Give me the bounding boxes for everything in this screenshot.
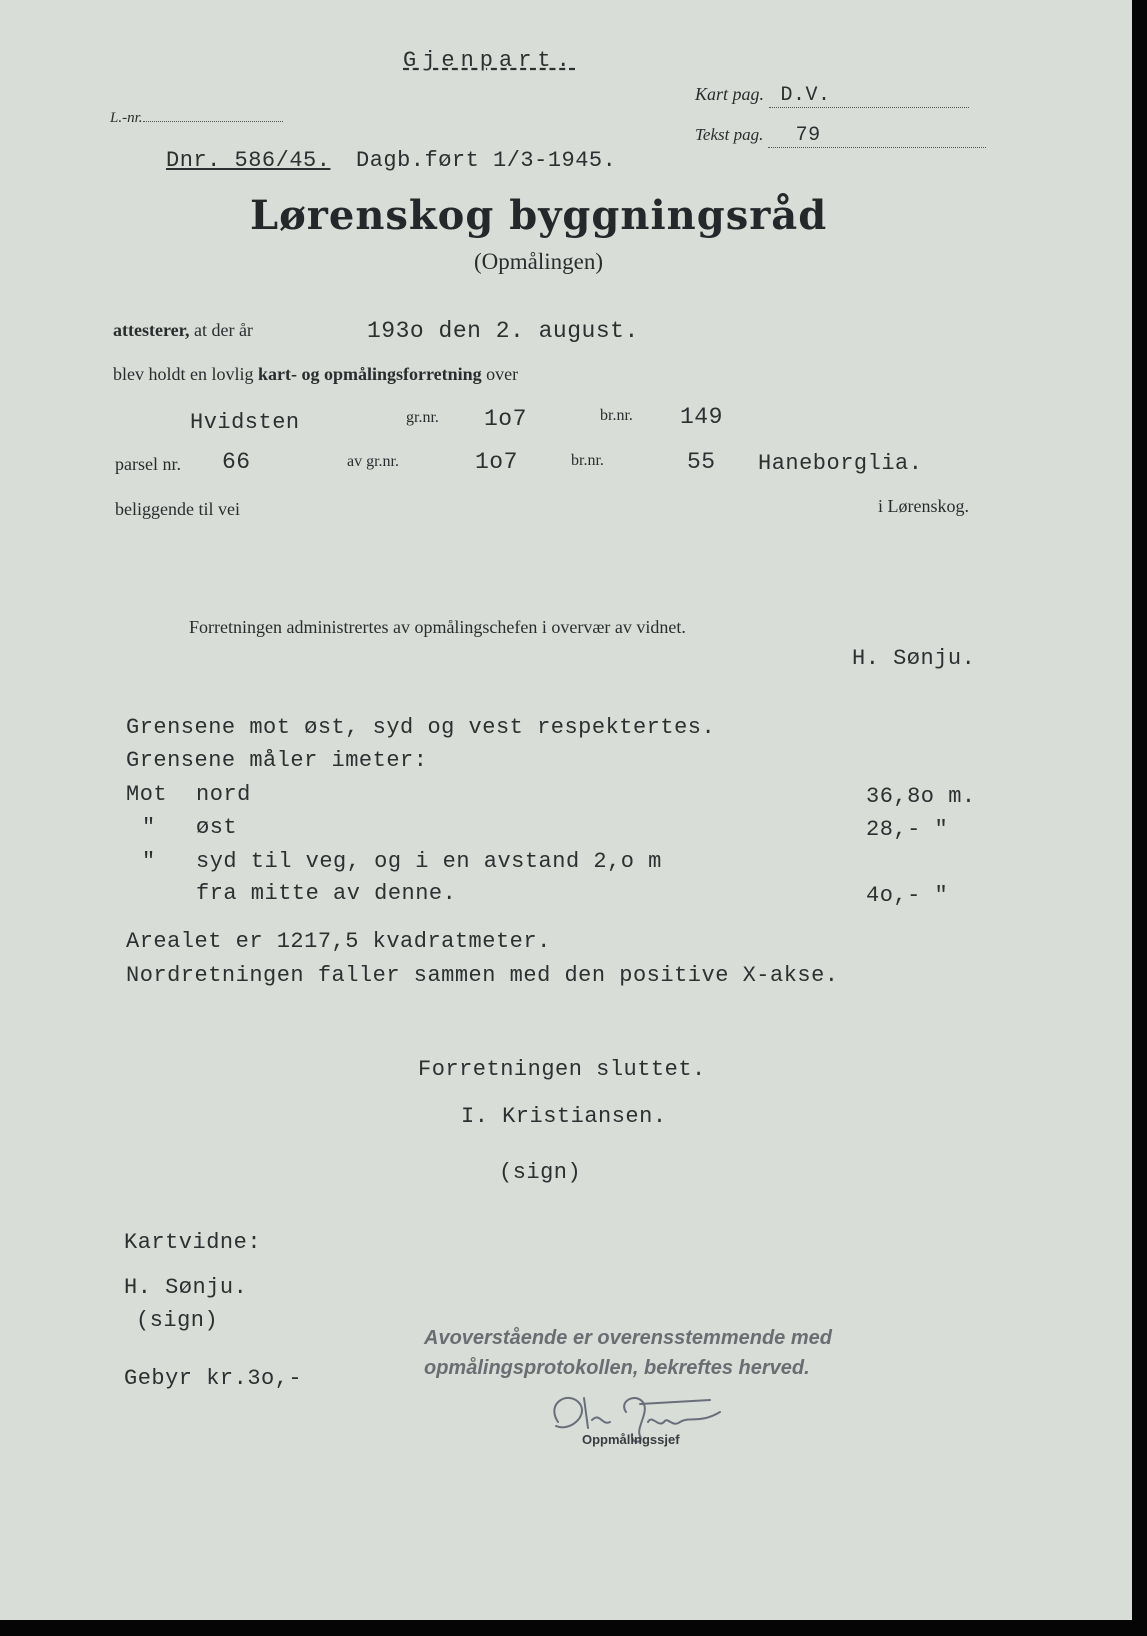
area-line: Arealet er 1217,5 kvadratmeter.	[126, 929, 551, 954]
br-value: 149	[680, 404, 723, 430]
row-desc: øst	[196, 815, 238, 840]
kartvidne-name: H. Sønju.	[124, 1275, 248, 1300]
kartvidne-sign: (sign)	[136, 1308, 219, 1333]
attest-line2-b: over	[486, 364, 519, 384]
area-name: Haneborglia.	[758, 451, 923, 476]
row-value: 4o,- "	[866, 883, 949, 908]
row-desc: syd til veg, og i en avstand 2,o m	[196, 849, 662, 874]
gr-label: gr.nr.	[406, 409, 439, 426]
row-value: 28,- "	[866, 817, 949, 842]
dnr: Dnr. 586/45.	[166, 148, 331, 173]
parsel-label: parsel nr.	[115, 454, 181, 474]
row-dir: Mot	[126, 782, 168, 807]
row-value: 36,8o m.	[866, 784, 976, 809]
copy-mark: Gjenpart.	[403, 48, 576, 73]
kart-pag-value: D.V.	[769, 84, 969, 108]
stamp-role: Oppmålingssjef	[582, 1432, 680, 1447]
north-line: Nordretningen faller sammen med den positive X-akse.	[126, 963, 839, 988]
attest-label	[113, 320, 253, 341]
stamp-line1: Avoverstående er overensstemmende med	[424, 1327, 832, 1349]
l-nr-field	[110, 110, 283, 127]
av-gr-value: 1o7	[475, 449, 518, 475]
beliggende: beliggende til vei	[115, 499, 240, 519]
attest-line2	[113, 364, 518, 385]
closing-sign: (sign)	[499, 1160, 582, 1185]
stamp-line2: opmålingsprotokollen, bekreftes herved.	[424, 1357, 810, 1379]
closing-ended: Forretningen sluttet.	[418, 1057, 706, 1082]
body-line1: Grensene mot øst, syd og vest respektertes.	[126, 715, 716, 740]
kart-pag-field	[695, 84, 969, 108]
page-title: Lørenskog byggningsråd	[250, 192, 828, 239]
attest-bold: attesterer,	[113, 320, 190, 340]
body-line2: Grensene måler imeter:	[126, 748, 428, 773]
row-dir: "	[142, 849, 156, 874]
l-nr-label: L.-nr.	[110, 110, 143, 126]
attest-rest: at der år	[193, 320, 253, 340]
br2-label: br.nr.	[571, 452, 604, 469]
br2-value: 55	[687, 449, 716, 475]
attest-date: 193o den 2. august.	[367, 318, 639, 344]
admin-witness: H. Sønju.	[852, 646, 976, 671]
admin-text: Forretningen administrertes av opmålingschefen i overvær av vidnet.	[189, 617, 686, 637]
tekst-pag-field	[695, 124, 986, 148]
property-name: Hvidsten	[190, 410, 300, 435]
closing-signer: I. Kristiansen.	[461, 1104, 667, 1129]
row-dir: "	[142, 815, 156, 840]
br-label: br.nr.	[600, 407, 633, 424]
tekst-pag-label: Tekst pag.	[695, 125, 764, 144]
gr-value: 1o7	[484, 406, 527, 432]
page-subtitle: (Opmålingen)	[474, 249, 604, 274]
dagbok-date: Dagb.ført 1/3-1945.	[356, 148, 617, 173]
av-gr-label: av gr.nr.	[347, 453, 399, 470]
row-desc: nord	[196, 782, 251, 807]
fee: Gebyr kr.3o,-	[124, 1366, 303, 1391]
kartvidne-label: Kartvidne:	[124, 1230, 262, 1255]
attest-line2-a: blev holdt en lovlig	[113, 364, 254, 384]
kart-pag-label: Kart pag.	[695, 84, 765, 104]
parsel-value: 66	[222, 449, 251, 475]
row-desc: fra mitte av denne.	[196, 881, 457, 906]
attest-line2-bold: kart- og opmålingsforretning	[257, 364, 482, 384]
watermark	[638, 260, 800, 299]
municipality: i Lørenskog.	[878, 496, 969, 516]
tekst-pag-value: 79	[768, 124, 986, 148]
